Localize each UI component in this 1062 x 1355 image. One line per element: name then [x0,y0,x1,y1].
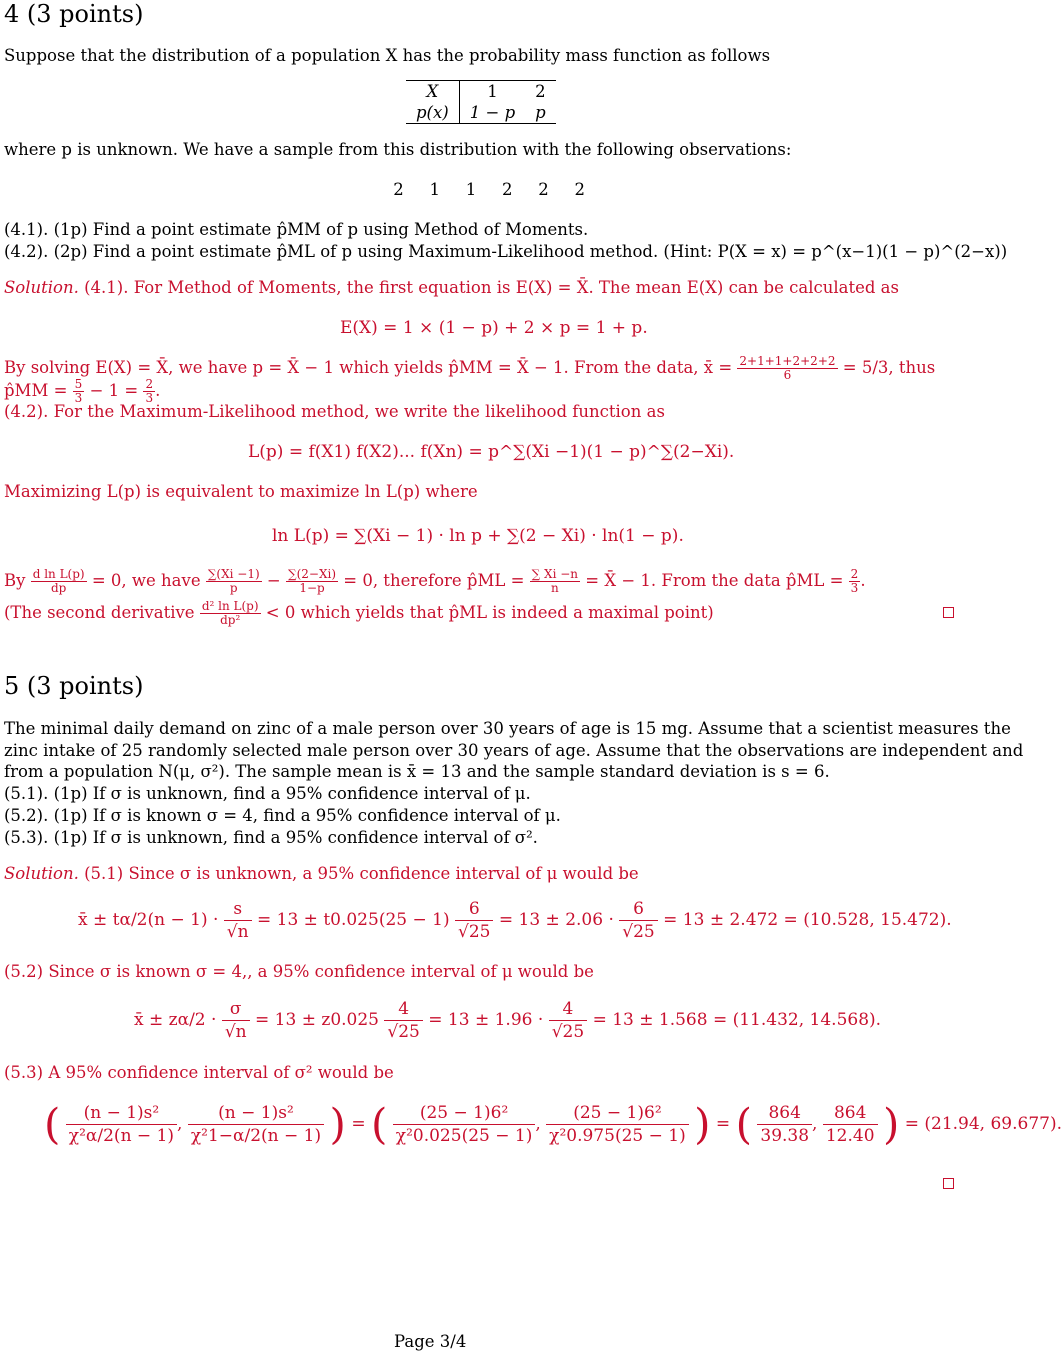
equation-likelihood: L(p) = f(X1) f(X2)... f(Xn) = p^∑(Xi −1)(1 − p)^∑(2−Xi). [248,442,735,462]
fraction [143,378,155,405]
page-number: Page 3/4 [394,1332,467,1351]
paragraph-line: from a population N(μ, σ²). The sample mean is x̄ = 13 and the sample standard deviation is s = 6. [4,762,830,782]
fraction-numerator: ∑(Xi −1) [207,567,260,581]
solution-label: Solution. [4,278,79,297]
fraction-numerator: d ln L(p) [32,567,85,581]
eq-part: x̄ ± tα/2(n − 1) · [78,910,219,930]
fraction-denominator: χ²α/2(n − 1) [68,1126,175,1146]
fraction-denominator: √n [226,922,249,942]
fraction-denominator: √25 [387,1022,420,1042]
solution-4-line6 [4,568,866,595]
observations [383,180,595,200]
solution-4-line5: Maximizing L(p) is equivalent to maximize ln L(p) where [4,482,478,501]
eq-part: = 13 ± z0.025 [255,1010,379,1030]
fraction-numerator: 2 [145,377,154,391]
fraction-numerator: (n − 1)s² [188,1102,324,1125]
fraction [455,898,493,943]
paragraph-line: zinc intake of 25 randomly selected male person over 30 years of age. Assume that the observations are independent and [4,740,1024,760]
eq-part: = 13 ± 2.06 · [498,910,614,930]
fraction-numerator: 5 [74,377,83,391]
fraction [737,355,837,382]
pmf-header-px: p(x) [406,102,459,124]
fraction-denominator: √25 [622,922,655,942]
fraction-numerator: d² ln L(p) [201,599,259,613]
equation-5-3: ( $\frac{\text{(n − 1)s²}}{\text{χ²α/2(n − 1)}}$ , $\frac{\text{(n − 1)s²}}{\text{χ²1−α/2(n − 1)}}$ ) = ( $\frac{\text{(25 − 1)6²}}{\text{χ²0.025(25 − 1)}}$ , $\frac{\text{(25 − 1)6²}}{\text{χ²0.975(25 − 1)}}$ ) = ( $\frac{864}{39.38}$ , $\frac{864}{12.40}$ ) = (21.94, 69.677). [44,1099,1062,1149]
fraction-denominator: p [229,581,238,595]
solution-text: − 1 = [89,381,139,400]
fraction-denominator: 3 [850,581,859,595]
fraction-numerator: 4 [384,998,422,1021]
pmf-prob-1: 1 − p [459,102,525,124]
fraction [66,1102,177,1147]
question-4-2: (4.2). (2p) Find a point estimate p̂ML of p using Maximum-Likelihood method. (Hint: P(X = x) = p^(x−1)(1 − p)^(2−x)) [4,242,1008,261]
paren-close: ) [882,1099,900,1149]
solution-text: p̂MM = [4,381,68,400]
qed-box-icon [943,607,954,618]
fraction-denominator: 3 [145,391,154,405]
pmf-header-x: X [406,81,459,103]
fraction-numerator: 6 [619,898,657,921]
paren-open: ( [44,1099,61,1149]
fraction-denominator: χ²0.975(25 − 1) [549,1126,686,1146]
equation-ln-likelihood: ln L(p) = ∑(Xi − 1) · ln p + ∑(2 − Xi) · ln(1 − p). [272,526,684,546]
fraction [286,568,338,595]
solution-4-line3 [4,378,160,405]
solution-text: (4.1). For Method of Moments, the first equation is E(X) = X̄. The mean E(X) can be calculated as [78,278,899,297]
fraction-numerator: 864 [757,1102,812,1125]
question-4-1: (4.1). (1p) Find a point estimate p̂MM of p using Method of Moments. [4,220,589,239]
paren-open: ( [735,1099,752,1149]
fraction [823,1102,878,1147]
fraction-numerator: (n − 1)s² [66,1102,177,1125]
fraction-numerator: (25 − 1)6² [546,1102,689,1125]
observation: 1 [465,180,477,199]
solution-text: By [4,571,26,590]
fraction [530,568,580,595]
eq-part: = 13 ± 2.472 = (10.528, 15.472). [663,910,952,930]
fraction-denominator: 1−p [299,581,325,595]
solution-text: . [155,381,161,400]
solution-4-line7 [4,600,714,627]
fraction-numerator: 2 [850,567,859,581]
fraction [31,568,87,595]
pmf-value-2: 2 [525,81,556,103]
fraction-numerator: s [224,898,252,921]
fraction-denominator: √25 [458,922,491,942]
solution-text: = 0, we have [91,571,201,590]
eq-part: = 13 ± 1.96 · [428,1010,544,1030]
fraction [222,998,250,1043]
fraction [619,898,657,943]
solution-text: (The second derivative [4,603,195,622]
solution-text: − [266,571,281,590]
fraction [384,998,422,1043]
fraction-denominator: √25 [551,1022,585,1042]
equation-mean: E(X) = 1 × (1 − p) + 2 × p = 1 + p. [340,318,648,338]
eq-part: = 13 ± 1.568 = (11.432, 14.568). [592,1010,882,1030]
fraction-denominator: 6 [783,368,792,382]
question-5-1: (5.1). (1p) If σ is unknown, find a 95% confidence interval of μ. [4,784,531,804]
fraction-numerator: 4 [549,998,587,1021]
observation: 2 [393,180,404,199]
section-4-intro: Suppose that the distribution of a population X has the probability mass function as follows [4,46,771,65]
fraction-numerator: σ [222,998,250,1021]
solution-text: < 0 which yields that p̂ML is indeed a maximal point) [265,603,714,622]
solution-text: = 5/3, thus [842,358,936,377]
fraction-denominator: χ²1−α/2(n − 1) [190,1126,322,1146]
section-5-heading: 5 (3 points) [4,672,144,700]
fraction [549,998,587,1043]
fraction [757,1102,812,1147]
fraction-numerator: 864 [823,1102,878,1125]
equation-5-2 [134,998,881,1043]
observation: 2 [538,180,549,199]
fraction [849,568,861,595]
solution-text: = X̄ − 1. From the data p̂ML = [585,571,844,590]
fraction [206,568,262,595]
solution-5-3-line: (5.3) A 95% confidence interval of σ² would be [4,1063,394,1082]
fraction-denominator: 12.40 [825,1126,875,1146]
observation: 1 [429,180,440,199]
fraction-denominator: dp [50,581,67,595]
fraction-numerator: 6 [455,898,493,921]
fraction [200,600,261,627]
equation-5-1 [78,898,952,943]
eq-part: = 13 ± t0.025(25 − 1) [256,910,450,930]
paren-open: ( [370,1099,388,1149]
fraction-denominator: 3 [74,391,83,405]
solution-5-1-line [4,864,639,884]
fraction [393,1102,536,1147]
fraction [188,1102,324,1147]
fraction-denominator: n [550,581,559,595]
eq-part: x̄ ± zα/2 · [134,1010,217,1030]
question-5-3: (5.3). (1p) If σ is unknown, find a 95% confidence interval of σ². [4,827,538,847]
question-5-2: (5.2). (1p) If σ is known σ = 4, find a 95% confidence interval of μ. [4,805,561,825]
solution-text: . [860,571,866,590]
paren-close: ) [329,1099,346,1149]
fraction-numerator: ∑(2−Xi) [288,567,336,581]
observation: 2 [574,180,585,199]
fraction [73,378,85,405]
section-5-paragraph [4,718,1024,848]
qed-box-icon [943,1178,954,1189]
fraction [546,1102,689,1147]
pmf-table [406,80,556,124]
fraction [224,898,252,943]
fraction-numerator: (25 − 1)6² [393,1102,536,1125]
after-table-text: where p is unknown. We have a sample from this distribution with the following observations: [4,140,792,159]
fraction-denominator: χ²0.025(25 − 1) [395,1126,533,1146]
paren-close: ) [694,1099,711,1149]
eq-part: = (21.94, 69.677). [904,1114,1062,1134]
fraction-denominator: √n [224,1022,247,1042]
fraction-denominator: 39.38 [760,1126,810,1146]
section-4-heading: 4 (3 points) [4,0,144,28]
observation: 2 [502,180,513,199]
fraction-numerator: 2+1+1+2+2+2 [739,354,836,368]
fraction-numerator: ∑ Xi −n [531,567,579,581]
fraction-denominator: dp² [220,613,241,627]
pmf-prob-2: p [525,102,556,124]
solution-text: (5.1) Since σ is unknown, a 95% confidence interval of μ would be [78,864,639,883]
solution-4-line1 [4,278,899,298]
paragraph-line: The minimal daily demand on zinc of a male person over 30 years of age is 15 mg. Assume that a scientist measures the [4,719,1011,738]
solution-5-2-line: (5.2) Since σ is known σ = 4,, a 95% confidence interval of μ would be [4,962,594,981]
pmf-value-1: 1 [459,81,525,103]
solution-label: Solution. [4,864,79,883]
solution-text: By solving E(X) = X̄, we have p = X̄ − 1 which yields p̂MM = X̄ − 1. From the data, x̄ = [4,358,733,377]
solution-text: = 0, therefore p̂ML = [343,571,525,590]
solution-4-line4: (4.2). For the Maximum-Likelihood method, we write the likelihood function as [4,402,665,421]
